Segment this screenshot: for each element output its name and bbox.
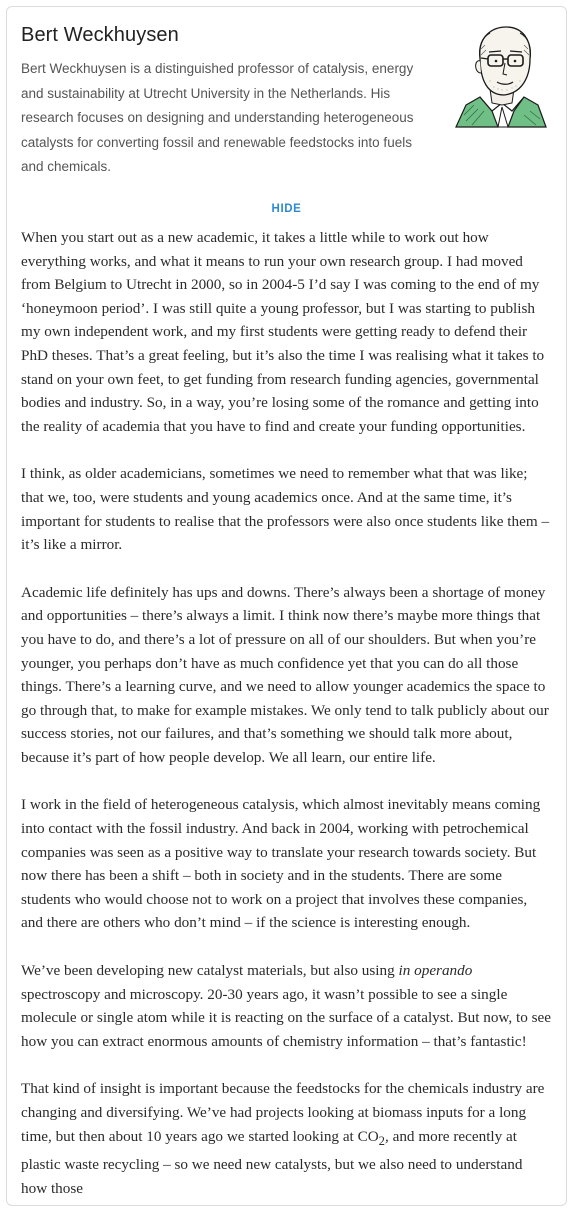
article-paragraph <box>21 959 551 1053</box>
hide-toggle-link[interactable]: HIDE <box>271 203 302 215</box>
profile-bio: Bert Weckhuysen is a distinguished professor of catalysis, energy and sustainability at Utrecht University in the Netherlands. His research focuses on designing and understanding heterogeneous catalysts for converting fossil and renewable feedstocks into fuels and chemicals. <box>21 61 414 174</box>
paragraph-text: spectroscopy and microscopy. 20-30 years ago, it wasn’t possible to see a single molecule or single atom while it is reacting on the surface of a catalyst. But now, to see how you can extract enormous amounts of chemistry information – that’s fantastic! <box>21 985 551 1050</box>
profile-header <box>7 7 566 211</box>
portrait-illustration <box>452 19 550 129</box>
article-body <box>21 226 551 1224</box>
article-paragraph: I think, as older academicians, sometimes we need to remember what that was like; that we, too, were students and young academics once. And at the same time, it’s important for students to realise that the professors were also once students like them – it’s like a mirror. <box>21 465 550 554</box>
article-paragraph <box>21 1077 551 1200</box>
emphasis-text: in operando <box>398 962 473 980</box>
article-paragraph: Academic life definitely has ups and downs. There’s always been a shortage of money and opportunities – there’s always a limit. I think now there’s maybe more things that you have to do, and there’s a lot of pressure on all of our shoulders. But when you’re younger, you perhaps don’t have as much confidence yet that you can do all those things. There’s a learning curve, and we need to allow younger academics the space to go through that, to make for example mistakes. We only tend to talk publicly about our success stories, not our failures, and that’s something we should talk more about, because it’s part of how people develop. We all learn, our entire life. <box>21 583 549 766</box>
article-paragraph: I work in the field of heterogeneous catalysis, which almost inevitably means coming into contact with the fossil industry. And back in 2004, working with petrochemical companies was seen as a positive way to translate your research towards society. But now there has been a shift – both in society and in the students. There are some students who would choose not to work on a project that involves these companies, and there are others who don’t mind – if the science is interesting enough. <box>21 796 541 932</box>
article-paragraph: When you start out as a new academic, it takes a little while to work out how everything works, and what it means to run your own research group. I had moved from Belgium to Utrecht in 2000, so in 2004-5 I’d say I was coming to the end of my ‘honeymoon period’. I was still quite a young professor, but I was starting to publish my own independent work, and my first students were getting ready to defend their PhD theses. That’s a great feeling, but it’s also the time I was realising what it takes to stand on your own feet, to get funding from research funding agencies, governmental bodies and industry. So, in a way, you’re losing some of the romance and getting into the reality of academia that you have to find and create your funding opportunities. <box>21 229 545 435</box>
profile-name: Bert Weckhuysen <box>21 24 179 46</box>
paragraph-text: That kind of insight is important because the feedstocks for the chemicals industry are changing and diversifying. We’ve had projects looking at biomass inputs for a long time, but then about 10 years ago we started looking at CO <box>21 1080 545 1145</box>
paragraph-text: We’ve been developing new catalyst materials, but also using <box>21 962 399 980</box>
subscript-text: 2 <box>378 1133 385 1148</box>
profile-card <box>6 6 567 1206</box>
paragraph-text: , and more recently at plastic waste recycling – so we need new catalysts, but we also need to understand how those <box>21 1127 523 1197</box>
